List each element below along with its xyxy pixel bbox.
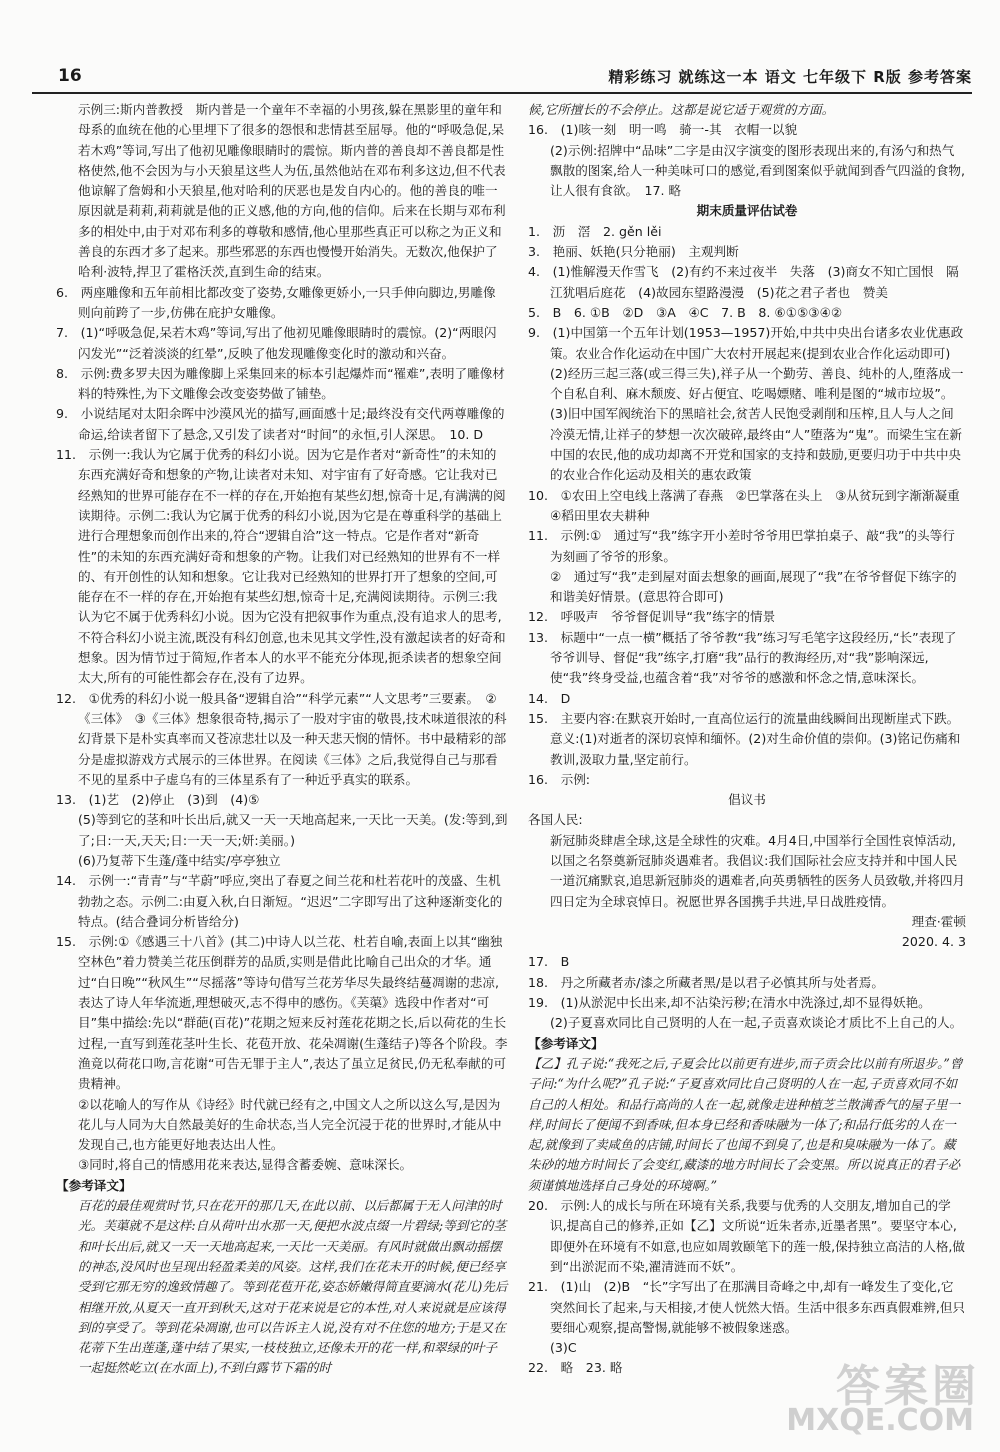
left-paragraph: 11. 示例一:我认为它属于优秀的科幻小说。因为它是作者对“新奇性”的未知的东西充满好奇和想象的产物,让读者对未知、对宇宙有了好奇感。它让我对已经熟知的世界可能存在不一样的存在,开始抱有某些幻想,惊奇十足,有满满的阅读期待。示例二:我认为它属于优秀的科幻小说,因为它是在尊重科学的基础上进行合理想象而创作出来的,符合“逻辑自洽”这一特点。它是作者对“新奇性”的未知的东西充满好奇和想象的产物。让我们对已经熟知的世界有不一样的、有开创性的认知和想象。它让我对已经熟知的世界打开了想象的空间,可能存在不一样的存在,开始抱有某些幻想,惊奇十足,充满阅读期待。示例三:我认为它不属于优秀科幻小说。因为它没有把叙事作为重点,没有追求人的思考,不符合科幻小说主流,既没有科幻创意,也未见其文学性,没有激起读者的好奇和想象。因为情节过于简短,作者本人的水平不能充分体现,扼杀读者的想象空间太大,所有的可能性都会存在,没有了边界。 xyxy=(56,447,506,686)
left-paragraph: ②以花喻人的写作从《诗经》时代就已经有之,中国文人之所以这么写,是因为花儿与人同为大自然最美好的生命状态,当人完全沉浸于花的世界时,才能从中发现自己,也方能更好地表达出人性。 xyxy=(78,1096,502,1153)
watermark-logo xyxy=(786,1350,980,1438)
right-paragraph: 【参考译文】 xyxy=(528,1035,604,1051)
left-paragraph: 7. (1)“呼吸急促,呆若木鸡”等词,写出了他初见雕像眼睛时的震惊。(2)“两眼闪闪发光”“泛着淡淡的红晕”,反映了他发现雕像变化时的激动和兴奋。 xyxy=(56,325,497,361)
right-paragraph: 12. 呼吸声 爷爷督促训导“我”练字的情景 xyxy=(528,609,776,625)
right-paragraph: 9. (1)中国第一个五年计划(1953—1957)开始,中共中央出台诸多农业优惠政策。农业合作化运动在中国广大农村开展起来(提到农业合作化运动即可) xyxy=(528,325,964,361)
left-paragraph: 14. 示例一:“青青”与“芊蔚”呼应,突出了春夏之间兰花和杜若花叶的茂盛、生机勃勃之态。示例二:由夏入秋,白日渐短。“迟迟”二字即写出了这种逐渐变化的特点。(结合叠词分析皆给分) xyxy=(56,873,503,929)
running-title: 精彩练习 就练这一本 语文 七年级下 R版 参考答案 xyxy=(608,68,972,86)
right-paragraph: 理查·霍顿 xyxy=(911,913,966,929)
right-paragraph: 18. 丹之所藏者赤/漆之所藏者黑/是以君子必慎其所与处者焉。 xyxy=(528,974,884,990)
page-header xyxy=(32,62,972,94)
left-paragraph: 12. ①优秀的科幻小说一般具备“逻辑自洽”“科学元素”“人文思考”三要素。 ②《三体》 ③《三体》想象很奇特,揭示了一股对宇宙的敬畏,技术味道很浓的科幻背景下是朴实真率而又苍凉悲壮以及一种天悲天悯的情怀。书中最精彩的部分是虚拟游戏方式展示的三体世界。在阅读《三体》之后,我觉得自己与那看不见的星系中子虚乌有的三体星系有了一种近乎真实的联系。 xyxy=(56,690,507,787)
left-paragraph: 示例三:斯内普教授 斯内普是一个童年不幸福的小男孩,躲在黑影里的童年和母系的血统在他的心里埋下了很多的怨恨和悲情甚至屈辱。他的“呼吸急促,呆若木鸡”等词,写出了他初见雕像眼睛时的震惊。斯内普的善良却不善良都是性格使然,他不会因为与小天狼星这些人为伍,虽然他站在邓布利多这边,但不代表他谅解了詹姆和小天狼星,他对哈利的厌恶也是发自内心的。他的善良的唯一原因就是莉莉,莉莉就是他的正义感,他的方向,他的信仰。后来在长期与邓布利多的相处中,由于对邓布利多的尊敬和感情,他心里那些真正可以称之为正义和善良的东西才多了起来。那些邪恶的东西也慢慢开始消失。无数次,他保护了哈利·波特,捍卫了霍格沃茨,直到生命的结束。 xyxy=(78,102,506,280)
right-paragraph: (2)示例:招牌中“品味”二字是由汉字演变的图形表现出来的,有汤勺和热气飘散的图案,给人一种美味可口的感觉,看到图案似乎就闻到香气四溢的食物,让人很有食欲。 17. 略 xyxy=(550,142,966,199)
right-paragraph: 17. B xyxy=(528,954,570,970)
left-paragraph: 百花的最佳观赏时节,只在花开的那几天,在此以前、以后都属于无人问津的时光。芙蕖就不是这样:自从荷叶出水那一天,便把水波点缀一片碧绿;等到它的茎和叶长出后,就又一天一天地高起来,一天比一天美丽。有风时就做出飘动摇摆的神态,没风时也呈现出轻盈柔美的风姿。这样,我们在花未开的时候,便已经享受到它那无穷的逸致情趣了。等到花苞开花,姿态娇嫩得简直要滴水(花儿)先后相继开放,从夏天一直开到秋天,这对于花来说是它的本性,对人来说就是应该得到的享受了。等到花朵凋谢,也可以告诉主人说,没有对不住您的地方;于是又在花蒂下生出莲蓬,蓬中结了果实,一枝枝独立,还像未开的花一样,和翠绿的叶子一起挺然屹立(在水面上),不到白露节下霜的时 xyxy=(78,1198,508,1376)
right-paragraph: 3. 艳丽、妖艳(只分艳丽) 主观判断 xyxy=(528,244,739,260)
left-paragraph: 15. 示例:①《感遇三十八首》(其二)中诗人以兰花、杜若自喻,表面上以其“幽独空林色”着力赞美兰花压倒群芳的品质,实则是借此比喻自己出众的才华。通过“白日晚”“秋风生”“尽摇落”等诗句借写兰花芳华尽失最终结蔓凋谢的悲凉,表达了诗人年华流逝,理想破灭,志不得申的感伤。《芙蕖》选段中作者对“可目”集中描绘:先以“群葩(百花)”花期之短来反衬莲花花期之长,后以荷花的生长过程,一直写到莲花茎叶生长、花苞开放、花朵凋谢(生蓬结子)等各个阶段。李渔竟以荷花口吻,言花谢“可告无罪于主人”,表达了虽立足贫民,仍无私奉献的可贵精神。 xyxy=(56,934,508,1092)
right-paragraph: (3)旧中国军阀统治下的黑暗社会,贫苦人民饱受剥削和压榨,且人与人之间冷漠无情,让祥子的梦想一次次破碎,最终由“人”堕落为“鬼”。而梁生宝在新中国的农民,他的成功却离不开党和国家的支持和鼓励,更要归功于中共中央的农业合作化运动及相关的惠农政策 xyxy=(550,406,962,483)
right-paragraph: 11. 示例:① 通过写“我”练字开小差时爷爷用巴掌拍桌子、敲“我”的头等行为刻画了爷爷的形象。 xyxy=(528,528,955,564)
left-column xyxy=(56,100,508,1379)
right-paragraph: 新冠肺炎肆虐全球,这是全球性的灾难。4月4日,中国举行全国性哀悼活动,以国之名祭奠新冠肺炎遇难者。我倡议:我们国际社会应支持并和中国人民一道沉痛默哀,追思新冠肺炎的遇难者,向英勇牺牲的医务人员致敬,并将四月四日定为全球哀悼日。祝愿世界各国携手共进,早日战胜疫情。 xyxy=(550,832,966,909)
left-paragraph: ③同时,将自己的情感用花来表达,显得含蓄委婉、意味深长。 xyxy=(78,1157,413,1173)
left-paragraph: (5)等到它的茎和叶长出后,就又一天一天地高起来,一天比一天美。(发:等到,到了;日:一天,天天;日:一天一天;妍:美丽。) xyxy=(78,812,508,848)
left-paragraph: 13. (1)艺 (2)停止 (3)到 (4)⑤ xyxy=(56,792,260,808)
right-paragraph: 14. D xyxy=(528,690,571,706)
right-paragraph: 20. 示例:人的成长与所在环境有关系,我要与优秀的人交朋友,增加自己的学识,提高自己的修养,正如【乙】文所说“近朱者赤,近墨者黑”。要坚守本心,即便外在环境有不如意,也应如周敦颐笔下的莲一般,保持独立高洁的人格,做到“出淤泥而不染,濯清涟而不妖”。 xyxy=(528,1198,966,1274)
watermark-url: MXQE.COM xyxy=(786,1403,974,1438)
right-paragraph: 19. (1)从淤泥中长出来,却不沾染污秽;在清水中洗涤过,却不显得妖艳。 xyxy=(528,995,931,1011)
right-paragraph: 13. 标题中“一点一横”概括了爷爷教“我”练习写毛笔字这段经历,“长”表现了爷爷训导、督促“我”练字,打磨“我”品行的教海经历,对“我”影响深远,使“我”终身受益,也蕴含着“我”对爷爷的感激和怀念之情,意味深长。 xyxy=(528,629,957,686)
right-paragraph: 4. (1)惟解漫天作雪飞 (2)有约不来过夜半 失落 (3)商女不知亡国恨 隔江犹唱后庭花 (4)故园东望路漫漫 (5)花之君子者也 赞美 xyxy=(528,264,959,300)
left-paragraph: 【参考译文】 xyxy=(56,1177,132,1193)
right-paragraph: 10. ①农田上空电线上落满了春燕 ②巴掌落在头上 ③从贫玩到字渐渐凝重 ④稻田里农夫耕种 xyxy=(528,487,973,523)
right-paragraph: 各国人民: xyxy=(528,812,583,828)
right-paragraph: ② 通过写“我”走到屋对面去想象的画面,展现了“我”在爷爷督促下练字的和谐美好情景。(意思符合即可) xyxy=(550,568,957,605)
right-paragraph: 2020. 4. 3 xyxy=(901,934,966,950)
left-paragraph: 6. 两座雕像和五年前相比都改变了姿势,女雕像更娇小,一只手伸向脚边,男雕像则向前跨了一步,仿佛在庇护女雕像。 xyxy=(56,284,496,320)
right-paragraph: 5. B 6. ①B ②D ③A ④C 7. B 8. ⑥①⑤③④② xyxy=(528,304,843,320)
right-paragraph: (3)C xyxy=(550,1340,577,1356)
right-paragraph: 15. 主要内容:在默哀开始时,一直高位运行的流量曲线瞬间出现断崖式下跌。意义:(1)对逝者的深切哀悼和缅怀。(2)对生命价值的崇仰。(3)铭记伤痛和教训,汲取力量,坚定前行。 xyxy=(528,710,961,767)
right-paragraph: 21. (1)山 (2)B “长”字写出了在那满目奇峰之中,却有一峰发生了变化,它突然间长了起来,与天相接,才使人恍然大悟。生活中很多东西真假难辨,但只要细心观察,提高警惕,就能够不被假象迷惑。 xyxy=(528,1279,966,1335)
watermark-text: 答案圈 xyxy=(836,1361,980,1412)
right-paragraph: 16. (1)咳一刻 明一鸣 骑一-其 衣帽一以貌 xyxy=(528,122,798,138)
left-paragraph: 9. 小说结尾对太阳余晖中沙漠风光的描写,画面感十足;最终没有交代两尊雕像的命运,给读者留下了悬念,又引发了读者对“时间”的永恒,引人深思。 10. D xyxy=(56,406,505,442)
right-paragraph: 倡议书 xyxy=(728,792,766,808)
right-paragraph: 22. 略 23. 略 xyxy=(528,1360,623,1376)
right-paragraph: (2)经历三起三落(或三得三失),祥子从一个勤劳、善良、纯朴的人,堕落成一个自私自利、麻木颓废、好占便宜、吃喝嫖赌、唯利是图的“城市垃圾”。 xyxy=(550,365,964,402)
right-paragraph: 16. 示例: xyxy=(528,771,591,787)
right-paragraph: (2)子夏喜欢同比自己贤明的人在一起,子贡喜欢谈论才质比不上自己的人。 xyxy=(550,1015,963,1031)
right-column xyxy=(528,100,973,1379)
page-number: 16 xyxy=(58,66,82,86)
right-paragraph: 【乙】孔子说:“我死之后,子夏会比以前更有进步,而子贡会比以前有所退步。”曾子问:“为什么呢?”孔子说:“子夏喜欢同比自己贤明的人在一起,子贡喜欢同不如自己的人相处。和品行高尚的人在一起,就像走进种植芝兰散满香气的屋子里一样,时间长了便闻不到香味,但本身已经和香味融为一体了;和品行低劣的人在一起,就像到了卖咸鱼的店铺,时间长了也闻不到臭了,也是和臭味融为一体了。藏朱砂的地方时间长了会变红,藏漆的地方时间长了会变黑。所以说真正的君子必须谨慎地选择自己身处的环境啊。” xyxy=(528,1055,963,1193)
right-paragraph: 候,它所擅长的不会停止。这都是说它适于观赏的方面。 xyxy=(528,102,835,117)
right-paragraph: 期末质量评估试卷 xyxy=(696,203,798,219)
right-paragraph: 1. 沥 滘 2. gěn lěi xyxy=(528,223,662,239)
left-paragraph: (6)乃复蒂下生蓬/蓬中结实/亭亭独立 xyxy=(78,852,281,868)
left-paragraph: 8. 示例:费多罗夫因为雕像脚上采集回来的标本引起爆炸而“罹难”,表明了雕像材料的特殊性,为下文雕像会改变姿势做了铺垫。 xyxy=(56,365,505,402)
